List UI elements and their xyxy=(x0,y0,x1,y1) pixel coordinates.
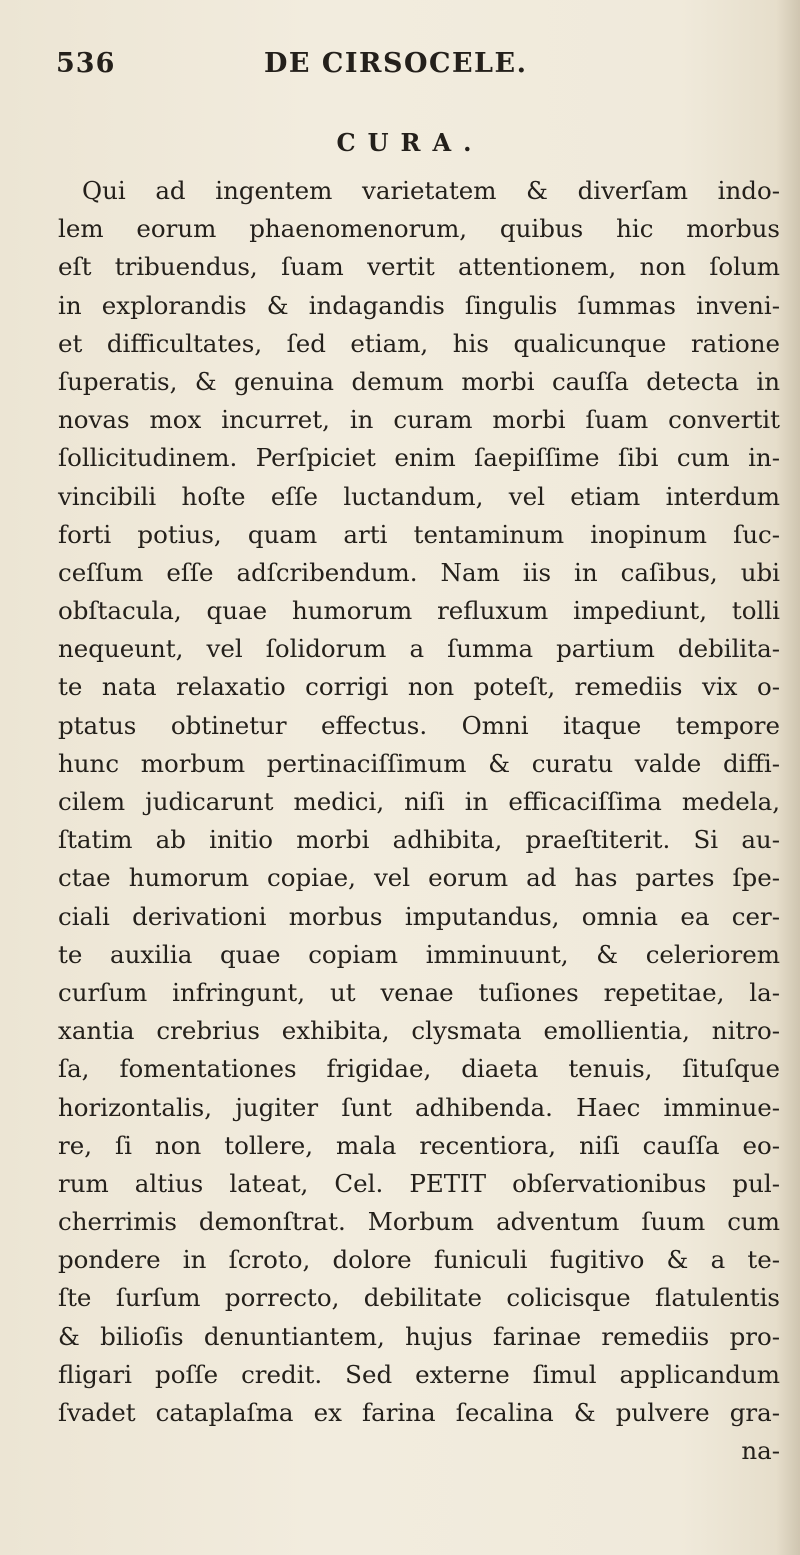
section-title: CURA. xyxy=(336,128,484,157)
text-line: te auxilia quae copiam imminuunt, & celeriorem xyxy=(58,939,780,969)
text-line: & bilioſis denuntiantem, hujus farinae remediis pro- xyxy=(58,1321,780,1351)
text-line: ſollicitudinem. Perſpiciet enim ſaepiſſime ſibi cum in- xyxy=(58,443,780,473)
text-line: et difficultates, ſed etiam, his qualicunque ratione xyxy=(58,328,780,358)
text-line: curſum infringunt, ut venae tuſiones repetitae, la- xyxy=(58,977,780,1007)
text-line: ſuperatis, & genuina demum morbi cauſſa detecta in xyxy=(58,366,780,396)
text-line: cherrimis demonſtrat. Morbum adventum ſuum cum xyxy=(58,1207,780,1237)
text-line: fligari poſſe credit. Sed externe ſimul applicandum xyxy=(58,1359,780,1389)
text-line: nequeunt, vel ſolidorum a ſumma partium debilita- xyxy=(58,634,780,664)
text-line: ceſſum eſſe adſcribendum. Nam iis in caſibus, ubi xyxy=(58,557,780,587)
text-line: cilem judicarunt medici, niſi in efficaciſſima medela, xyxy=(58,787,780,816)
text-line: vincibili hoſte eſſe luctandum, vel etiam interdum xyxy=(58,481,780,511)
text-line: rum altius lateat, Cel. PETIT obſervationibus pul- xyxy=(58,1168,780,1198)
text-line: hunc morbum pertinaciſſimum & curatu valde diffi- xyxy=(58,748,780,778)
text-line: obſtacula, quae humorum refluxum impediunt, tolli xyxy=(58,596,780,626)
text-line: ptatus obtinetur effectus. Omni itaque tempore xyxy=(58,710,780,740)
text-line: ctae humorum copiae, vel eorum ad has partes ſpe- xyxy=(58,863,780,893)
text-line: xantia crebrius exhibita, clysmata emollientia, nitro- xyxy=(58,1016,780,1046)
text-line: te nata relaxatio corrigi non poteſt, remediis vix o- xyxy=(58,672,780,702)
text-line: ſa, fomentationes frigidae, diaeta tenuis, ſituſque xyxy=(58,1054,780,1084)
text-line: forti potius, quam arti tentaminum inopinum ſuc- xyxy=(58,519,780,549)
page-number: 536 xyxy=(56,48,116,79)
text-line: pondere in ſcroto, dolore funiculi fugitivo & a te- xyxy=(58,1245,780,1275)
catchword: na- xyxy=(741,1436,780,1466)
text-line: in explorandis & indagandis ſingulis ſummas inveni- xyxy=(58,290,780,320)
text-line: re, ſi non tollere, mala recentiora, niſi cauſſa eo- xyxy=(58,1130,780,1160)
text-line: lem eorum phaenomenorum, quibus hic morbus xyxy=(58,214,780,244)
text-line: ſvadet cataplaſma ex farina ſecalina & pulvere gra- xyxy=(58,1398,780,1427)
text-line: ſte ſurſum porrecto, debilitate colicisque flatulentis xyxy=(58,1283,780,1313)
text-line: ciali derivationi morbus imputandus, omnia ea cer- xyxy=(58,901,780,931)
text-line: eſt tribuendus, ſuam vertit attentionem, non ſolum xyxy=(58,252,780,282)
running-title: DE CIRSOCELE. xyxy=(264,48,528,79)
page-header xyxy=(56,48,760,88)
text-line: Qui ad ingentem varietatem & diverſam indo- xyxy=(82,176,780,205)
text-line: horizontalis, jugiter ſunt adhibenda. Haec imminue- xyxy=(58,1092,780,1122)
text-line: novas mox incurret, in curam morbi ſuam convertit xyxy=(58,405,780,435)
body-text xyxy=(58,172,780,1470)
text-line: ſtatim ab initio morbi adhibita, praeſtiterit. Si au- xyxy=(58,825,780,855)
